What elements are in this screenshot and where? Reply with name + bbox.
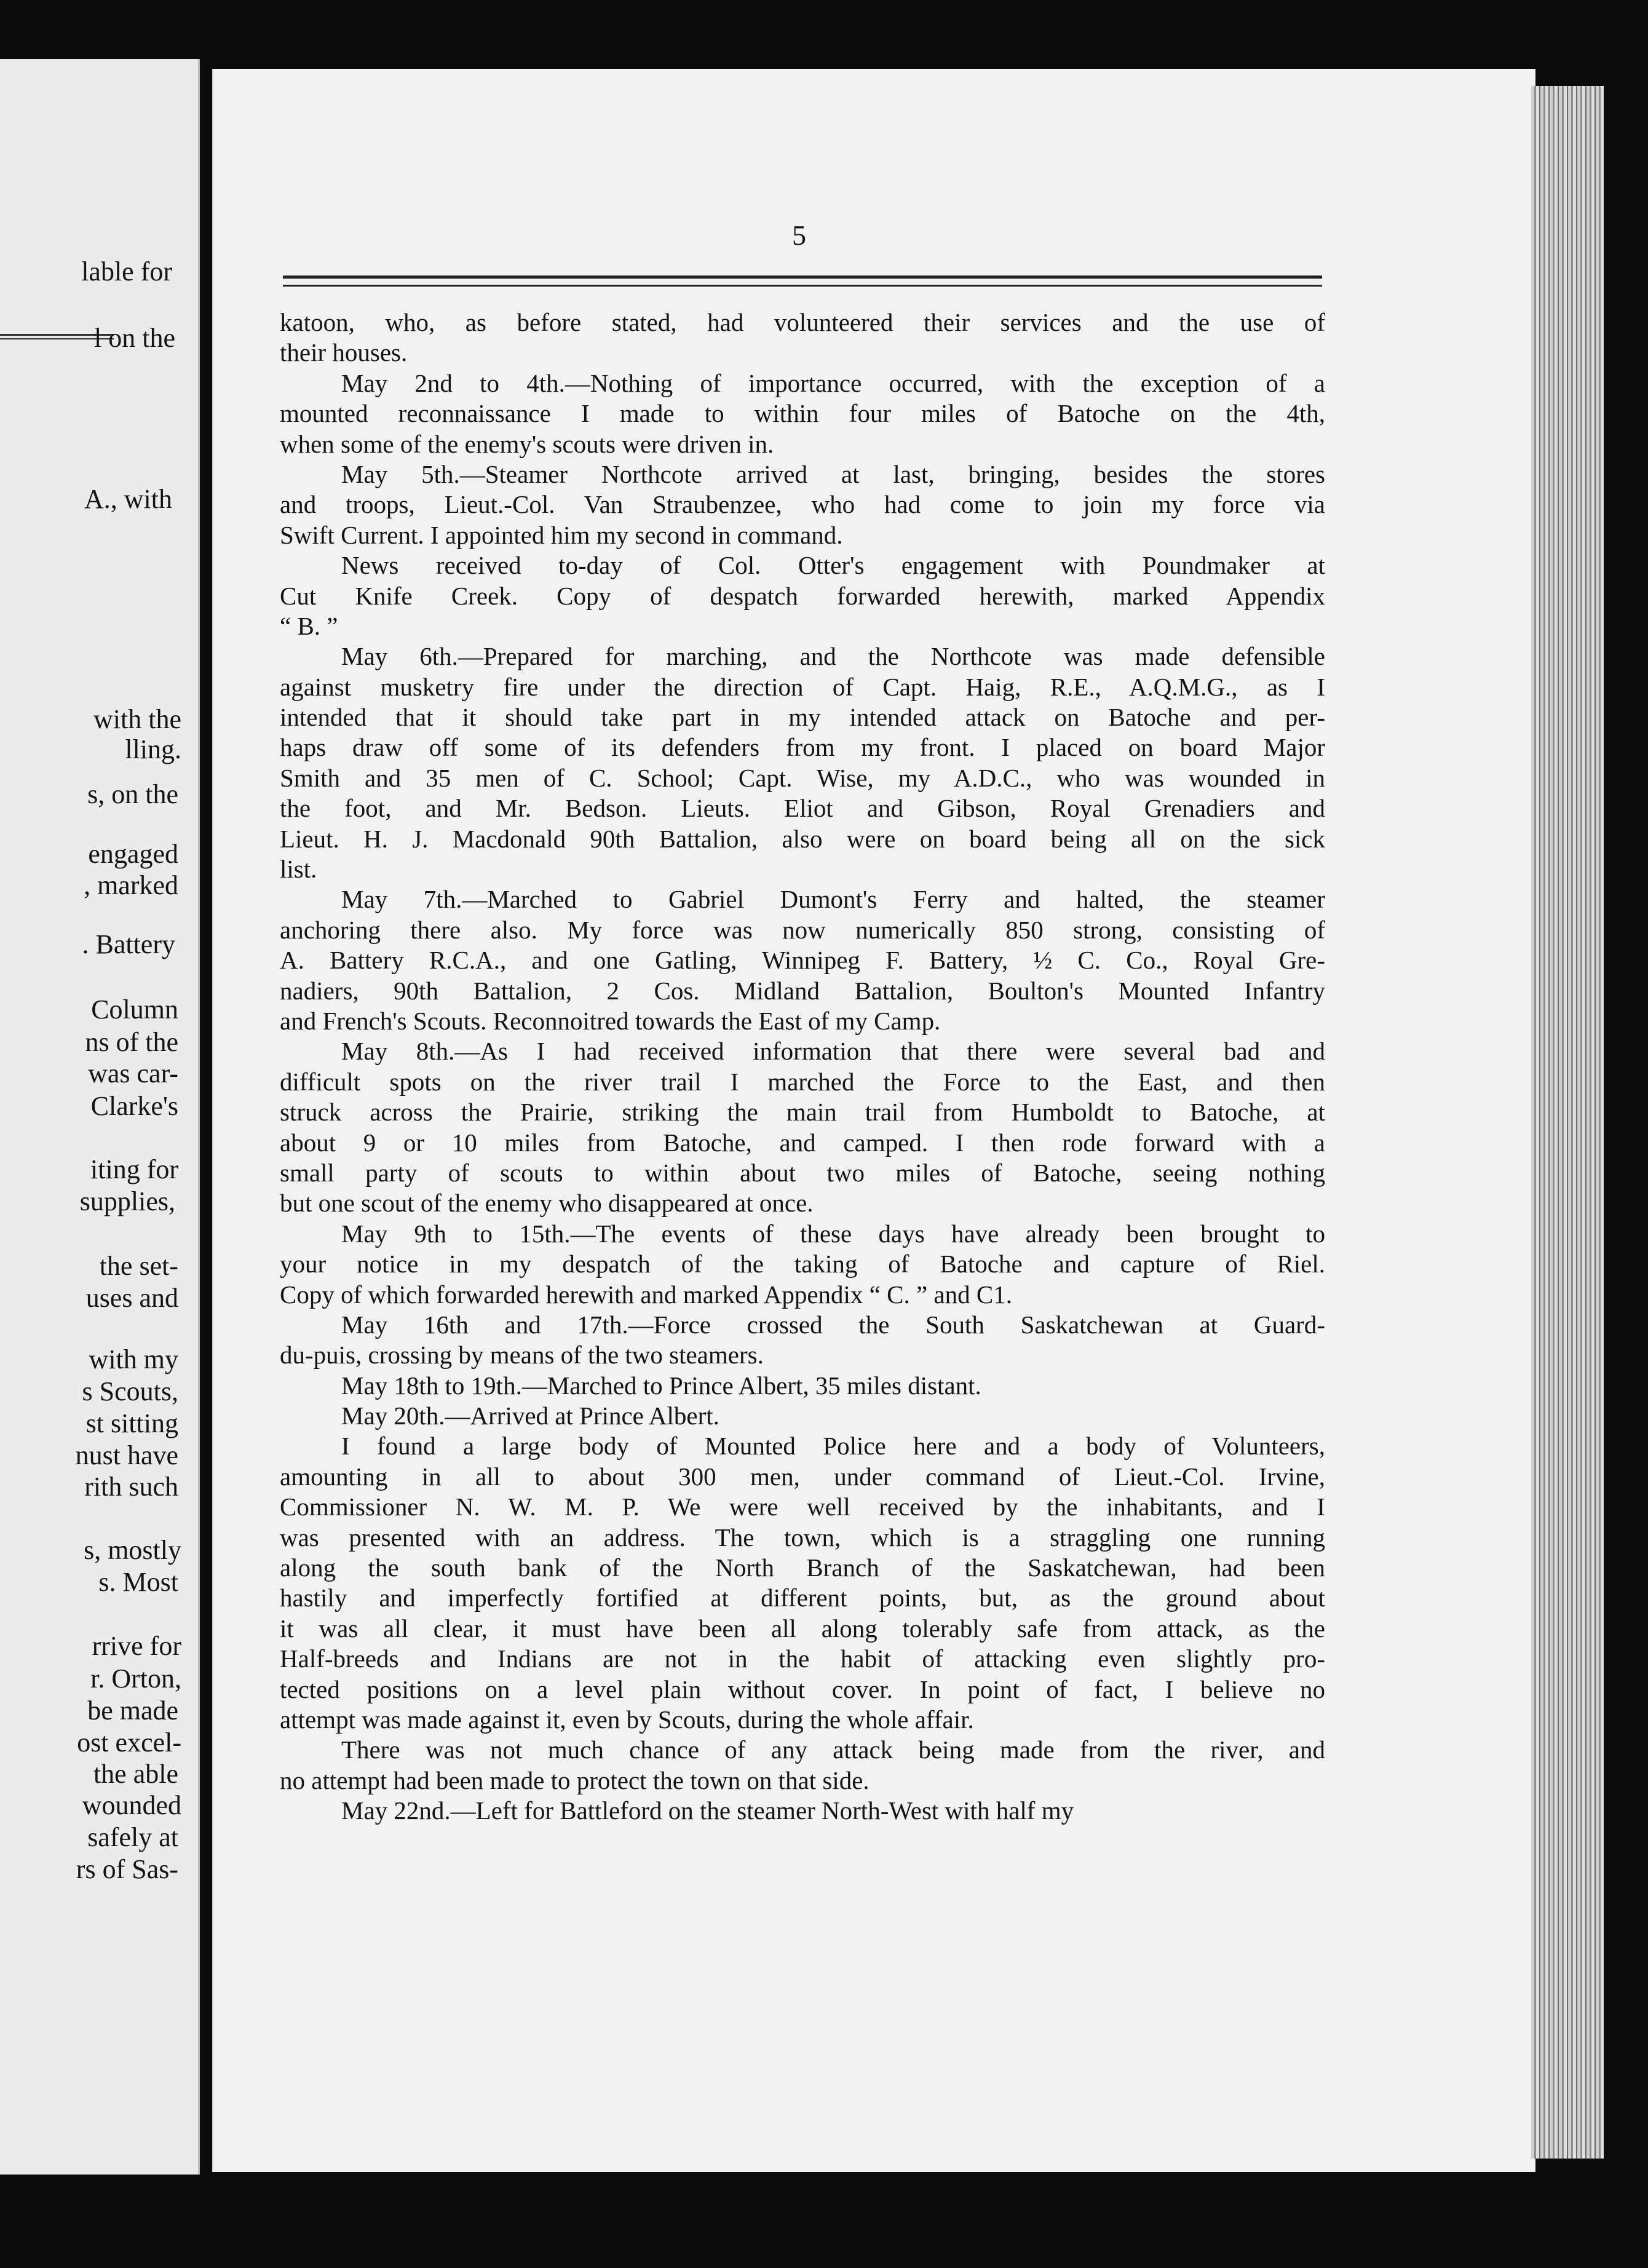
left-page-fragment: ns of the: [85, 1027, 178, 1057]
text-line: and troops, Lieut.-Col. Van Straubenzee, who had come to join my force via: [280, 490, 1325, 519]
left-page-fragment: wounded: [82, 1790, 181, 1820]
text-line: anchoring there also. My force was now numerically 850 strong, consisting of: [280, 915, 1325, 944]
text-line: May 20th.—Arrived at Prince Albert.: [341, 1402, 719, 1430]
text-line: was presented with an address. The town, which is a straggling one running: [280, 1523, 1325, 1552]
text-line: amounting in all to about 300 men, under command of Lieut.-Col. Irvine,: [280, 1462, 1325, 1491]
left-page-fragment: s, mostly: [84, 1535, 181, 1565]
text-line: May 6th.—Prepared for marching, and the Northcote was made defensible: [341, 642, 1325, 671]
left-page: [0, 59, 200, 2175]
text-line: difficult spots on the river trail I marched the Force to the East, and then: [280, 1067, 1325, 1096]
text-line: and French's Scouts. Reconnoitred towards the East of my Camp.: [280, 1006, 941, 1035]
left-page-fragment: . Battery: [82, 929, 175, 959]
text-line: du-puis, crossing by means of the two steamers.: [280, 1341, 764, 1370]
left-page-fragment: l on the: [94, 323, 175, 353]
left-page-fragment: A., with: [84, 484, 172, 514]
text-line: May 7th.—Marched to Gabriel Dumont's Ferry and halted, the steamer: [341, 885, 1325, 914]
text-line: Swift Current. I appointed him my second in command.: [280, 520, 843, 549]
left-page-fragment: Column: [91, 994, 178, 1025]
text-line: News received to-day of Col. Otter's engagement with Poundmaker at: [341, 551, 1325, 580]
text-line: their houses.: [280, 338, 408, 367]
text-line: May 8th.—As I had received information that there were several bad and: [341, 1037, 1325, 1066]
text-line: your notice in my despatch of the taking of Batoche and capture of Riel.: [280, 1250, 1325, 1279]
left-page-fragment: safely at: [87, 1822, 178, 1852]
text-line: list.: [280, 855, 317, 884]
left-page-fragment: be made: [87, 1695, 178, 1726]
text-line: against musketry fire under the direction of Capt. Haig, R.E., A.Q.M.G., as I: [280, 672, 1325, 701]
text-line: nadiers, 90th Battalion, 2 Cos. Midland Battalion, Boulton's Mounted Infantry: [280, 976, 1325, 1005]
left-page-fragment: engaged: [88, 839, 178, 869]
text-line: Copy of which forwarded herewith and marked Appendix “ C. ” and C1.: [280, 1280, 1012, 1309]
left-page-fragment: st sitting: [85, 1408, 178, 1438]
left-page-fragment: supplies,: [79, 1186, 175, 1216]
left-page-fragment: s Scouts,: [82, 1376, 178, 1406]
text-line: intended that it should take part in my intended attack on Batoche and per-: [280, 703, 1325, 732]
left-page-fragment: lling.: [125, 734, 181, 764]
left-page-fragment: iting for: [90, 1154, 178, 1184]
text-line: May 5th.—Steamer Northcote arrived at last, bringing, besides the stores: [341, 459, 1325, 488]
text-line: May 18th to 19th.—Marched to Prince Albert, 35 miles distant.: [341, 1371, 981, 1400]
left-page-fragment: lable for: [81, 256, 172, 287]
text-line: hastily and imperfectly fortified at different points, but, as the ground about: [280, 1584, 1325, 1612]
page-number: 5: [792, 220, 806, 251]
left-page-fragment: rith such: [84, 1472, 178, 1502]
left-page-fragment: rrive for: [92, 1631, 181, 1661]
text-line: Commissioner N. W. M. P. We were well received by the inhabitants, and I: [280, 1493, 1325, 1521]
text-line: the foot, and Mr. Bedson. Lieuts. Eliot and Gibson, Royal Grenadiers and: [280, 794, 1325, 823]
text-line: May 2nd to 4th.—Nothing of importance occurred, with the exception of a: [341, 368, 1325, 397]
text-line: small party of scouts to within about two miles of Batoche, seeing nothing: [280, 1158, 1325, 1187]
text-line: Cut Knife Creek. Copy of despatch forwarded herewith, marked Appendix: [280, 581, 1325, 610]
body-text: [280, 307, 1325, 1826]
text-line: mounted reconnaissance I made to within four miles of Batoche on the 4th,: [280, 399, 1325, 428]
text-line: katoon, who, as before stated, had volunteered their services and the use of: [280, 308, 1325, 336]
text-line: May 9th to 15th.—The events of these days have already been brought to: [341, 1219, 1325, 1248]
left-page-fragment: s, on the: [87, 779, 178, 809]
left-page-fragment: , marked: [84, 870, 178, 900]
page-edges: [1531, 86, 1604, 2159]
text-line: it was all clear, it must have been all along tolerably safe from attack, as the: [280, 1614, 1325, 1643]
text-line: when some of the enemy's scouts were driven in.: [280, 429, 774, 458]
text-line: Lieut. H. J. Macdonald 90th Battalion, also were on board being all on the sick: [280, 824, 1325, 853]
text-line: Half-breeds and Indians are not in the habit of attacking even slightly pro-: [280, 1644, 1325, 1673]
left-page-fragment: nust have: [75, 1440, 178, 1470]
left-page-fragment: rs of Sas-: [76, 1854, 178, 1884]
text-line: attempt was made against it, even by Scouts, during the whole affair.: [280, 1705, 974, 1734]
left-page-fragment: uses and: [85, 1283, 178, 1313]
left-page-fragment: s. Most: [98, 1567, 178, 1597]
text-line: There was not much chance of any attack being made from the river, and: [341, 1735, 1325, 1764]
left-page-fragment: the set-: [99, 1251, 178, 1281]
text-line: about 9 or 10 miles from Batoche, and camped. I then rode forward with a: [280, 1128, 1325, 1157]
left-page-fragment: the able: [93, 1759, 178, 1789]
text-line: I found a large body of Mounted Police here and a body of Volunteers,: [341, 1432, 1325, 1461]
text-line: “ B. ”: [280, 611, 338, 640]
left-page-fragment: r. Orton,: [90, 1663, 181, 1694]
text-line: May 16th and 17th.—Force crossed the South Saskatchewan at Guard-: [341, 1310, 1325, 1339]
text-line: Smith and 35 men of C. School; Capt. Wise, my A.D.C., who was wounded in: [280, 763, 1325, 792]
text-line: haps draw off some of its defenders from my front. I placed on board Major: [280, 733, 1325, 762]
left-page-fragment: ost excel-: [77, 1727, 181, 1758]
text-line: tected positions on a level plain without cover. In point of fact, I believe no: [280, 1675, 1325, 1703]
text-line: along the south bank of the North Branch of the Saskatchewan, had been: [280, 1553, 1325, 1582]
header-rule: [283, 276, 1322, 287]
text-line: May 22nd.—Left for Battleford on the steamer North-West with half my: [341, 1796, 1074, 1825]
text-line: struck across the Prairie, striking the main trail from Humboldt to Batoche, at: [280, 1098, 1325, 1127]
text-line: but one scout of the enemy who disappeared at once.: [280, 1189, 814, 1218]
left-page-fragment: Clarke's: [90, 1091, 178, 1121]
text-line: no attempt had been made to protect the town on that side.: [280, 1766, 870, 1794]
text-line: A. Battery R.C.A., and one Gatling, Winnipeg F. Battery, ½ C. Co., Royal Gre-: [280, 946, 1325, 975]
left-page-fragment: was car-: [88, 1058, 178, 1088]
left-page-fragment: with my: [89, 1344, 178, 1374]
left-page-fragment: with the: [93, 704, 181, 734]
